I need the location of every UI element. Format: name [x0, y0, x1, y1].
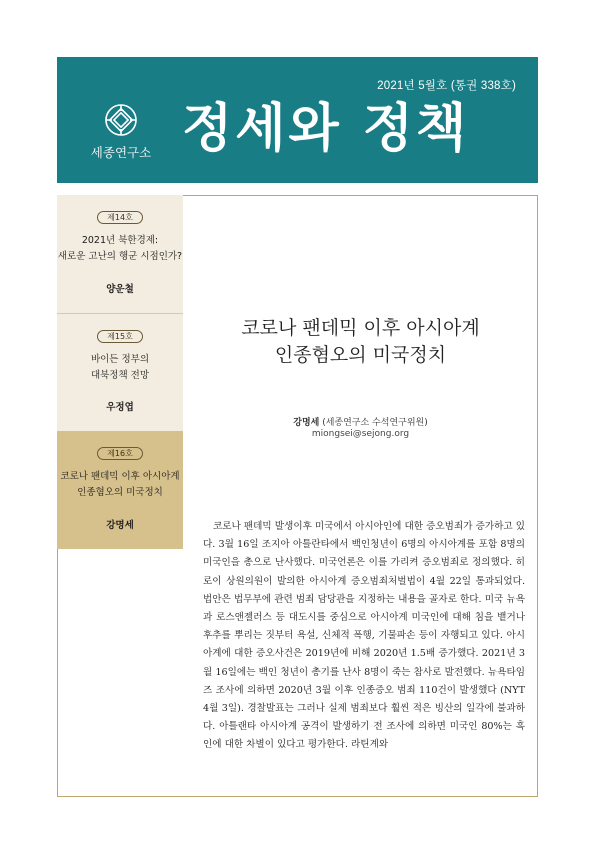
article-title	[183, 315, 538, 369]
title-line: 인종혐오의 미국정치	[274, 344, 447, 366]
sidebar-item-title	[57, 233, 183, 265]
org-name: 세종연구소	[90, 145, 152, 160]
issue-badge: 제15호	[97, 330, 143, 343]
author-email[interactable]: miongsei@sejong.org	[311, 429, 410, 439]
sidebar-item-15[interactable]	[57, 313, 183, 431]
sidebar-item-14[interactable]	[57, 195, 183, 313]
masthead	[57, 57, 538, 183]
sidebar-item-title	[57, 469, 183, 501]
title-line: 대북정책 전망	[90, 370, 150, 381]
author-name: 강명세	[293, 418, 320, 428]
issue-number: 2021년 5월호 (통권 338호)	[377, 80, 516, 92]
sidebar-item-16[interactable]	[57, 431, 183, 549]
title-line: 인종혐오의 미국정치	[77, 487, 163, 498]
sidebar-item-author: 양운철	[106, 284, 134, 295]
title-line: 코로나 팬데믹 이후 아시아계	[241, 317, 480, 339]
title-line: 바이든 정부의	[90, 354, 150, 365]
issue-sidebar	[57, 195, 183, 549]
author-byline	[183, 415, 538, 428]
title-line: 2021년 북한경제:	[81, 235, 159, 246]
sejong-logo-icon	[104, 103, 138, 137]
publication-title: 정세와 정책	[182, 99, 470, 159]
author-affiliation: (세종연구소 수석연구위원)	[322, 418, 428, 428]
divider	[57, 549, 58, 797]
org-logo	[82, 103, 160, 161]
article-body: 코로나 팬데믹 발생이후 미국에서 아시아인에 대한 증오범죄가 증가하고 있다. 3월 16일 조지아 아틀란타에서 백인청년이 6명의 아시아계를 포함 8명의 미국인을 총으로 난사했다. 미국언론은 이를 가리켜 증오범죄로 정의했다. 히로이 상원의원이 발의한 아시아계 증오범죄처벌법이 4월 22일 통과되었다. 법안은 법무부에 관련 범죄 담당관을 지정하는 내용을 골자로 한다. 미국 뉴욕과 로스앤젤러스 등 대도시를 중심으로 아시아계 미국인에 대해 침을 뱉거나 후추를 뿌리는 짓부터 욕설, 신체적 폭행, 기물파손 등이 자행되고 있다. 아시아계에 대한 증오사건은 2019년에 비해 2020년 1.5배 증가했다. 2021년 3월 16일에는 백인 청년이 총기를 난사 8명이 죽는 참사로 발전했다. 뉴욕타임즈 조사에 의하면 2020년 3월 이후 인종증오 범죄 110건이 발생했다 (NYT 4월 3일). 경찰발표는 그러나 실제 범죄보다 훨씬 적은 빙산의 일각에 불과하다. 아틀랜타 아시아계 공격이 발생하기 전 조사에 의하면 미국인 80%는 흑인에 대한 차별이 있다고 평가한다. 라틴계와	[203, 521, 525, 751]
issue-badge: 제16호	[97, 447, 143, 460]
issue-badge: 제14호	[97, 211, 143, 224]
divider	[57, 796, 183, 797]
sidebar-item-author: 우정엽	[106, 402, 134, 413]
sidebar-item-title	[57, 352, 183, 384]
sidebar-item-author: 강명세	[106, 520, 134, 531]
title-line: 새로운 고난의 행군 시점인가?	[57, 251, 183, 262]
title-line: 코로나 팬데믹 이후 아시아계	[60, 471, 180, 482]
